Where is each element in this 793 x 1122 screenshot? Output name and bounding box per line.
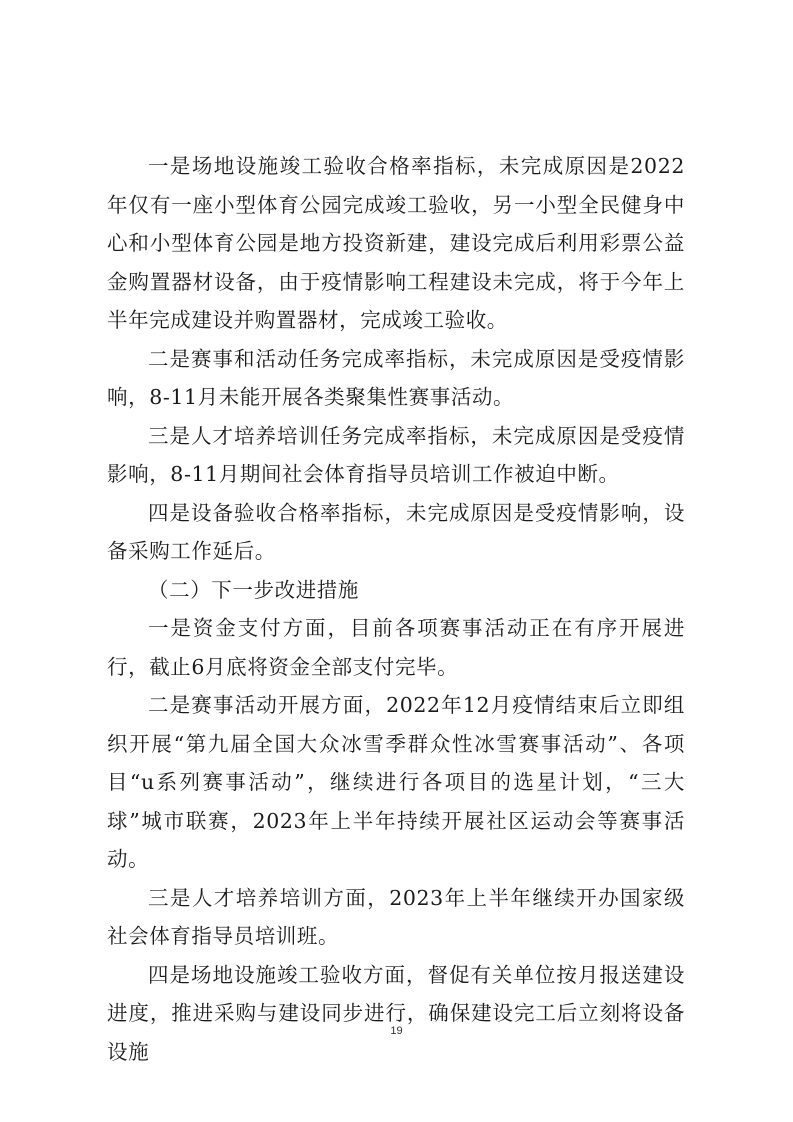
- paragraph-event-completion-indicator: 二是赛事和活动任务完成率指标，未完成原因是受疫情影响，8-11月未能开展各类聚集性赛事活动。: [107, 346, 685, 409]
- paragraph-event-activities: 二是赛事活动开展方面，2022年12月疫情结束后立即组织开展“第九届全国大众冰雪季群众性冰雪赛事活动”、各项目“u系列赛事活动”，继续进行各项目的选星计划，“三大球”城市联赛，2023年上半年持续开展社区运动会等赛事活动。: [107, 693, 685, 871]
- document-body: [107, 147, 685, 1071]
- paragraph-training-completion-indicator: 三是人才培养培训任务完成率指标，未完成原因是受疫情影响，8-11月期间社会体育指导员培训工作被迫中断。: [107, 423, 685, 486]
- section-heading-improvement-measures: （二）下一步改进措施: [148, 577, 359, 602]
- paragraph-talent-training: 三是人才培养培训方面，2023年上半年继续开办国家级社会体育指导员培训班。: [107, 885, 685, 948]
- paragraph-site-acceptance-measures: 四是场地设施竣工验收方面，督促有关单位按月报送建设进度，推进采购与建设同步进行，确保建设完工后立刻将设备设施: [107, 962, 685, 1064]
- paragraph-fund-payment: 一是资金支付方面，目前各项赛事活动正在有序开展进行，截止6月底将资金全部支付完毕。: [107, 616, 685, 679]
- paragraph-equipment-acceptance-indicator: 四是设备验收合格率指标，未完成原因是受疫情影响，设备采购工作延后。: [107, 500, 685, 563]
- paragraph-site-acceptance-indicator: 一是场地设施竣工验收合格率指标，未完成原因是2022年仅有一座小型体育公园完成竣工验收，另一小型全民健身中心和小型体育公园是地方投资新建，建设完成后利用彩票公益金购置器材设备，由于疫情影响工程建设未完成，将于今年上半年完成建设并购置器材，完成竣工验收。: [107, 154, 685, 332]
- page-number: 19: [390, 1025, 403, 1037]
